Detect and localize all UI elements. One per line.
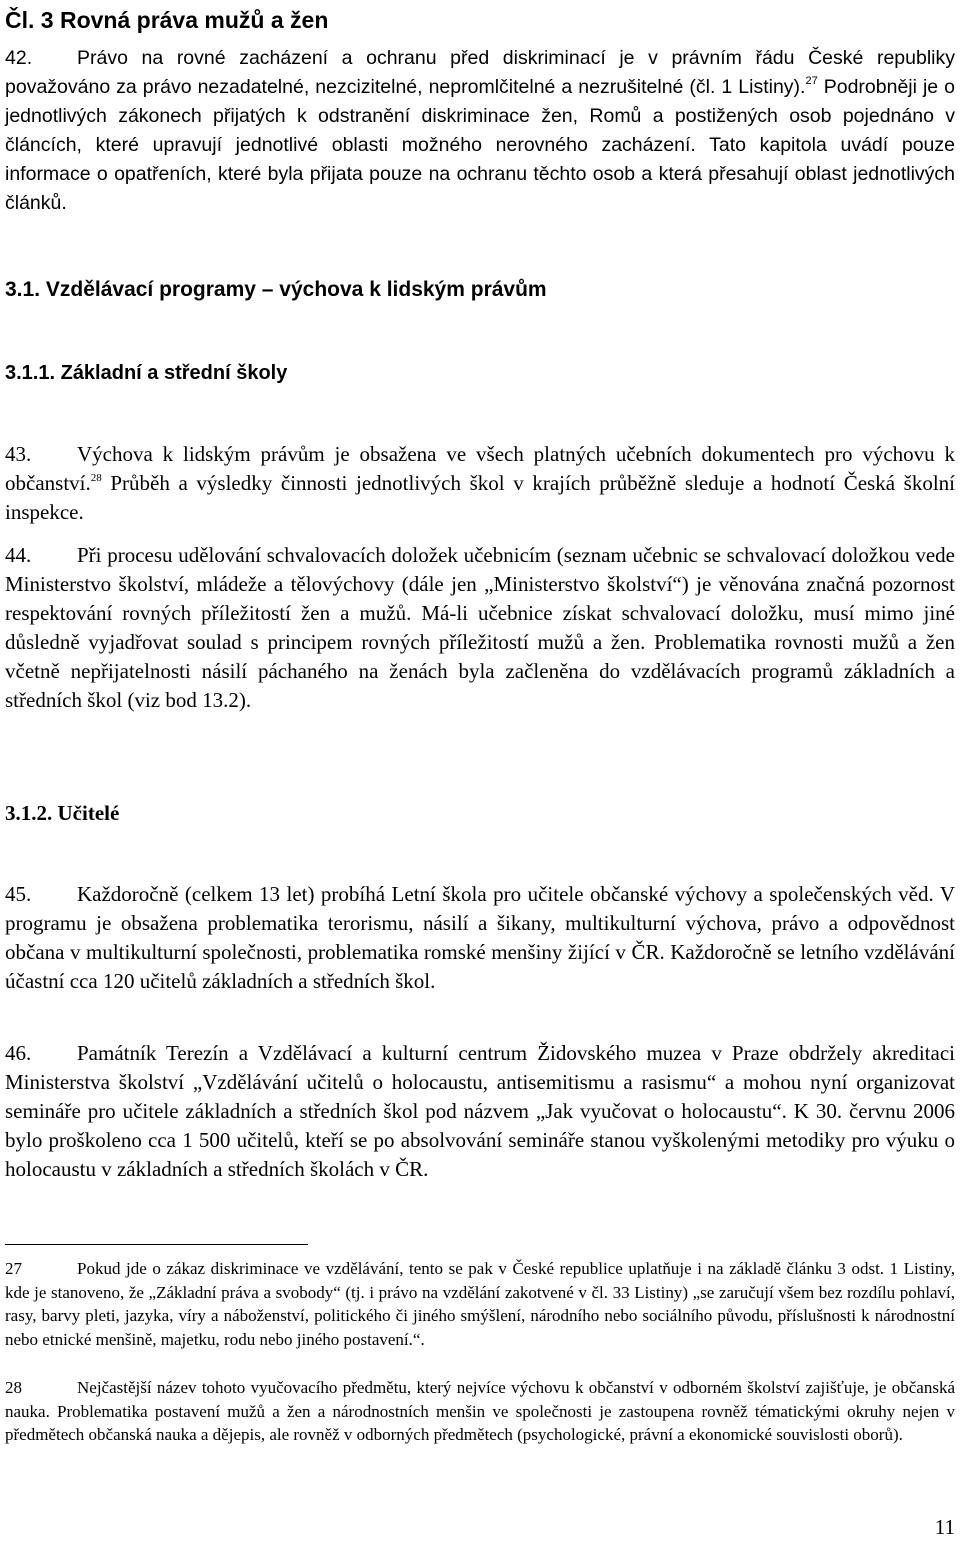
- section-heading-3-1-1: 3.1.1. Základní a střední školy: [5, 362, 288, 384]
- paragraph-number: 44.: [5, 543, 32, 567]
- paragraph-number: 45.: [5, 882, 32, 906]
- paragraph-42: [5, 44, 955, 218]
- paragraph-number: 43.: [5, 442, 32, 466]
- paragraph-text: Výchova k lidským právům je obsažena ve všech platných učebních dokumentech pro výchovu k občanství.: [5, 442, 955, 495]
- paragraph-number: 46.: [5, 1041, 32, 1065]
- footnote-ref-28[interactable]: 28: [90, 472, 102, 484]
- footnote-28: [5, 1376, 955, 1447]
- paragraph-text: Průběh a výsledky činnosti jednotlivých škol v krajích průběžně sleduje a hodnotí Česká školní inspekce.: [5, 471, 955, 524]
- footnote-text: Pokud jde o zákaz diskriminace ve vzdělávání, tento se pak v České republice uplatňuje i na základě článku 3 odst. 1 Listiny, kde je stanoveno, že „Základní práva a svobody“ (tj. i právo na vzdělání zakotvené v čl. 33 Listiny) „se zaručují všem bez rozdílu pohlaví, rasy, barvy pleti, jazyka, víry a náboženství, politického či jiného smýšlení, národního nebo sociálního původu, příslušnosti k národnostní nebo etnické menšině, majetku, rodu nebo jiného postavení.“.: [5, 1259, 955, 1349]
- article-heading: Čl. 3 Rovná práva mužů a žen: [5, 7, 329, 33]
- paragraph-text: Právo na rovné zacházení a ochranu před diskriminací je v právním řádu České republiky považováno za právo nezadatelné, nezcizitelné, nepromlčitelné a nezrušitelné (čl. 1 Listiny).: [5, 47, 955, 98]
- footnote-separator: [5, 1244, 308, 1245]
- paragraph-45: [5, 880, 955, 996]
- footnote-number: 28: [5, 1378, 22, 1397]
- paragraph-44: [5, 541, 955, 715]
- paragraph-number: 42.: [5, 47, 33, 69]
- section-heading-3-1: 3.1. Vzdělávací programy – výchova k lidským právům: [5, 278, 547, 301]
- section-heading-3-1-2: 3.1.2. Učitelé: [5, 801, 120, 825]
- paragraph-text: Podrobněji je o jednotlivých zákonech přijatých k odstranění diskriminace žen, Romů a postižených osob pojednáno v článcích, které upravují jednotlivé oblasti možného nerovného zacházení.: [5, 76, 956, 156]
- footnote-27: [5, 1257, 955, 1351]
- paragraph-text: Památník Terezín a Vzdělávací a kulturní centrum Židovského muzea v Praze obdržely akreditaci Ministerstva školství „Vzdělávání učitelů o holocaustu, antisemitismu a rasismu“ a mohou nyní organizovat semináře pro učitele základních a středních škol pod názvem „Jak vyučovat o holocaustu“. K 30. červnu 2006 bylo proškoleno cca 1 500 učitelů, kteří se po absolvování semináře stanou vyškolenými metodiky pro výuku o holocaustu v základních a středních školách v ČR.: [5, 1041, 955, 1181]
- footnote-number: 27: [5, 1259, 22, 1278]
- paragraph-text: Tato kapitola uvádí pouze informace o opatřeních, které byla přijata pouze na ochranu těchto osob a která přesahují oblast jednotlivých článků.: [5, 134, 955, 214]
- paragraph-46: [5, 1039, 955, 1184]
- page-number: 11: [934, 1515, 955, 1539]
- paragraph-43: [5, 440, 955, 527]
- paragraph-text: Každoročně (celkem 13 let) probíhá Letní škola pro učitele občanské výchovy a společenských věd. V programu je obsažena problematika terorismu, násilí a šikany, multikulturní výchova, právo a odpovědnost občana v multikulturní společnosti, problematika romské menšiny žijící v ČR. Každoročně se letního vzdělávání účastní cca 120 učitelů základních a středních škol.: [5, 882, 955, 993]
- footnote-text: Nejčastější název tohoto vyučovacího předmětu, který nejvíce výchovu k občanství v odborném školství zajišťuje, je občanská nauka. Problematika postavení mužů a žen a národnostních menšin ve společnosti je zastoupena rovněž tématickými okruhy nejen v předmětech občanská nauka a dějepis, ale rovněž v odborných předmětech (psychologické, právní a ekonomické souvislosti oborů).: [5, 1378, 955, 1444]
- paragraph-text: Při procesu udělování schvalovacích doložek učebnicím (seznam učebnic se schvalovací doložkou vede Ministerstvo školství, mládeže a tělovýchovy (dále jen „Ministerstvo školství“) je věnována značná pozornost respektování rovných příležitostí žen a mužů. Má-li učebnice získat schvalovací doložku, musí mimo jiné důsledně vyjadřovat soulad s principem rovných příležitostí mužů a žen. Problematika rovnosti mužů a žen včetně nepřijatelnosti násilí páchaného na ženách byla začleněna do vzdělávacích programů základních a středních škol (viz bod 13.2).: [5, 543, 955, 712]
- footnote-ref-27[interactable]: 27: [805, 75, 818, 87]
